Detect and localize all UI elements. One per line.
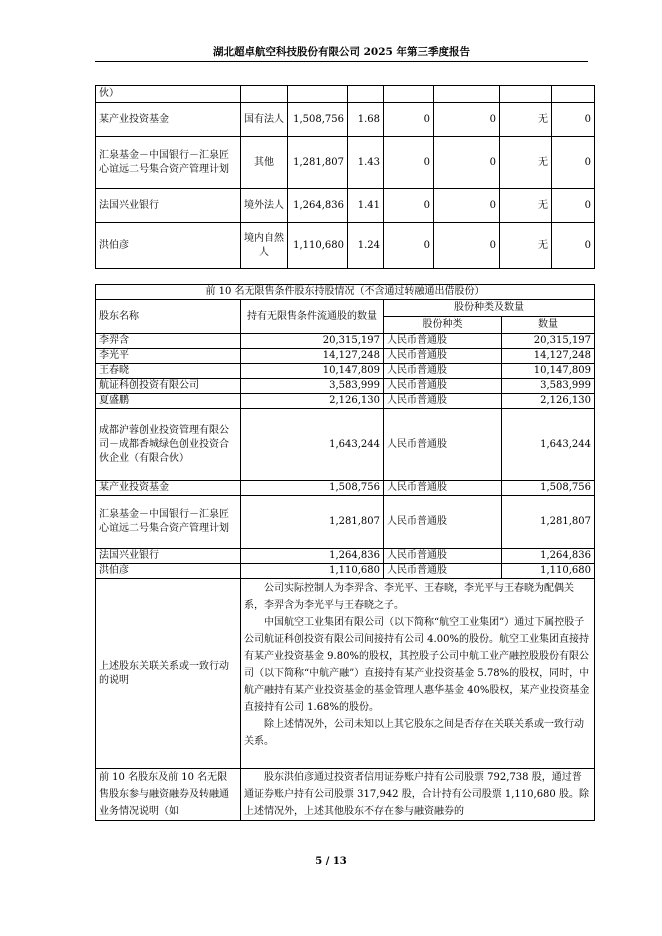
holder-kind-qty: 3,583,999 — [502, 379, 595, 394]
holder-name: 汇泉基金－中国银行－汇泉匠心谊远二号集合资产管理计划 — [96, 137, 241, 189]
holder-qty: 2,126,130 — [241, 394, 384, 409]
holder-kind-qty: 1,264,836 — [502, 549, 595, 564]
table-row — [96, 285, 595, 300]
table-row — [96, 481, 595, 496]
holder-kind: 人民币普通股 — [384, 481, 502, 496]
holder-restricted: 0 — [384, 223, 434, 269]
holder-pledge-qty: 0 — [552, 223, 595, 269]
table-row — [96, 769, 595, 821]
holder-name: 伙） — [96, 86, 241, 103]
holder-kind-qty: 1,508,756 — [502, 481, 595, 496]
holder-name: 洪伯彦 — [96, 223, 241, 269]
holder-qty: 1,264,836 — [241, 549, 384, 564]
holder-kind-qty: 1,281,807 — [502, 496, 595, 549]
holder-name: 航证科创投资有限公司 — [96, 379, 241, 394]
table-row — [96, 409, 595, 481]
holder-restricted: 0 — [384, 137, 434, 189]
table-row — [96, 103, 595, 137]
col-header-name: 股东名称 — [96, 300, 241, 334]
holder-kind: 人民币普通股 — [384, 564, 502, 579]
holder-name: 某产业投资基金 — [96, 481, 241, 496]
table-row — [96, 349, 595, 364]
table-row — [96, 334, 595, 349]
holder-kind-qty: 14,127,248 — [502, 349, 595, 364]
holder-type: 境外法人 — [241, 189, 288, 223]
table-row — [96, 564, 595, 579]
holder-pledge-status: 0 — [434, 223, 500, 269]
holder-restricted: 0 — [384, 189, 434, 223]
col-header-kind-qty: 数量 — [502, 317, 595, 334]
holder-type: 其他 — [241, 137, 288, 189]
holder-qty: 10,147,809 — [241, 364, 384, 379]
holder-pct: 1.43 — [348, 137, 384, 189]
top-holders-table — [95, 85, 595, 269]
unrestricted-holders-table — [95, 284, 595, 821]
table-row — [96, 379, 595, 394]
report-header: 湖北超卓航空科技股份有限公司 2025 年第三季度报告 — [212, 46, 471, 58]
holder-pct: 1.68 — [348, 103, 384, 137]
table-row — [96, 223, 595, 269]
relation-paragraph: 除上述情况外，公司未知以上其它股东之间是否存在关联关系或一致行动关系。 — [244, 719, 584, 747]
holder-kind-qty: 1,643,244 — [502, 409, 595, 481]
table-row — [96, 189, 595, 223]
holder-pledge-state: 无 — [500, 137, 552, 189]
holder-qty: 1,643,244 — [241, 409, 384, 481]
holder-name: 王春晓 — [96, 364, 241, 379]
holder-shares: 1,110,680 — [288, 223, 348, 269]
holder-pledge-status: 0 — [434, 103, 500, 137]
holder-shares: 1,264,836 — [288, 189, 348, 223]
holder-kind: 人民币普通股 — [384, 349, 502, 364]
holder-name: 夏盛鹏 — [96, 394, 241, 409]
relation-paragraph: 中国航空工业集团有限公司（以下简称“航空工业集团”）通过下属控股子公司航证科创投资有限公司间接持有公司 4.00%的股份。航空工业集团直接持有某产业投资基金 9.80%的股权，其控股子公司中航工业产融控股股份有限公司（以下简称“中航产融”）直接持有某产业投资基金 5.78%的股权，同时，中航产融持有某产业投资基金的基金管理人惠华基金 40%股权，某产业投资基金直接持有公司 1.68%的股份。 — [244, 617, 590, 713]
holder-name: 李光平 — [96, 349, 241, 364]
relation-paragraph: 公司实际控制人为李羿含、李光平、王春晓，李光平与王春晓为配偶关系，李羿含为李光平与王春晓之子。 — [244, 583, 574, 611]
table-row — [96, 579, 595, 769]
holder-pledge-state: 无 — [500, 103, 552, 137]
holder-pct: 1.41 — [348, 189, 384, 223]
margin-label: 前 10 名股东及前 10 名无限售股东参与融资融券及转融通业务情况说明（如 — [96, 769, 241, 821]
table-row — [96, 496, 595, 549]
holder-kind: 人民币普通股 — [384, 496, 502, 549]
holder-pledge-status: 0 — [434, 137, 500, 189]
holder-kind-qty: 1,110,680 — [502, 564, 595, 579]
holder-pledge-state: 无 — [500, 189, 552, 223]
holder-name: 法国兴业银行 — [96, 189, 241, 223]
col-header-kind-group: 股份种类及数量 — [384, 300, 595, 317]
holder-kind: 人民币普通股 — [384, 364, 502, 379]
holder-type: 国有法人 — [241, 103, 288, 137]
table-row — [96, 364, 595, 379]
holder-kind: 人民币普通股 — [384, 394, 502, 409]
unrestricted-title: 前 10 名无限售条件股东持股情况（不含通过转融通出借股份） — [96, 285, 595, 300]
holder-type: 境内自然人 — [241, 223, 288, 269]
holder-kind: 人民币普通股 — [384, 334, 502, 349]
holder-name: 某产业投资基金 — [96, 103, 241, 137]
holder-qty: 1,508,756 — [241, 481, 384, 496]
holder-qty: 3,583,999 — [241, 379, 384, 394]
holder-kind-qty: 2,126,130 — [502, 394, 595, 409]
table-row — [96, 86, 595, 103]
holder-qty: 20,315,197 — [241, 334, 384, 349]
holder-name: 洪伯彦 — [96, 564, 241, 579]
relation-label: 上述股东关联关系或一致行动的说明 — [96, 579, 241, 769]
relation-text — [241, 579, 595, 769]
table-row — [96, 300, 595, 317]
col-header-kind: 股份种类 — [384, 317, 502, 334]
holder-pledge-qty: 0 — [552, 103, 595, 137]
margin-text: 股东洪伯彦通过投资者信用证券账户持有公司股票 792,738 股，通过普通证券账户持有公司股票 317,942 股，合计持有公司股票 1,110,680 股。除上述情况外，上述其他股东不存在参与融资融券的 — [244, 772, 589, 817]
holder-shares: 1,281,807 — [288, 137, 348, 189]
holder-kind-qty: 20,315,197 — [502, 334, 595, 349]
table-row — [96, 394, 595, 409]
holder-kind: 人民币普通股 — [384, 409, 502, 481]
page-number: 5 / 13 — [315, 856, 347, 867]
holder-kind: 人民币普通股 — [384, 379, 502, 394]
header-divider — [95, 61, 588, 62]
holder-kind: 人民币普通股 — [384, 549, 502, 564]
holder-shares: 1,508,756 — [288, 103, 348, 137]
holder-qty: 1,281,807 — [241, 496, 384, 549]
holder-pledge-qty: 0 — [552, 137, 595, 189]
holder-qty: 14,127,248 — [241, 349, 384, 364]
col-header-qty: 持有无限售条件流通股的数量 — [241, 300, 384, 334]
holder-pledge-status: 0 — [434, 189, 500, 223]
holder-restricted: 0 — [384, 103, 434, 137]
holder-pct: 1.24 — [348, 223, 384, 269]
holder-qty: 1,110,680 — [241, 564, 384, 579]
table-row — [96, 137, 595, 189]
table-row — [96, 549, 595, 564]
holder-name: 法国兴业银行 — [96, 549, 241, 564]
holder-kind-qty: 10,147,809 — [502, 364, 595, 379]
holder-pledge-state: 无 — [500, 223, 552, 269]
holder-pledge-qty: 0 — [552, 189, 595, 223]
holder-name: 李羿含 — [96, 334, 241, 349]
holder-name: 汇泉基金－中国银行－汇泉匠心谊远二号集合资产管理计划 — [96, 496, 241, 549]
holder-name: 成都沪蓉创业投资管理有限公司－成都香城绿色创业投资合伙企业（有限合伙） — [96, 409, 241, 481]
